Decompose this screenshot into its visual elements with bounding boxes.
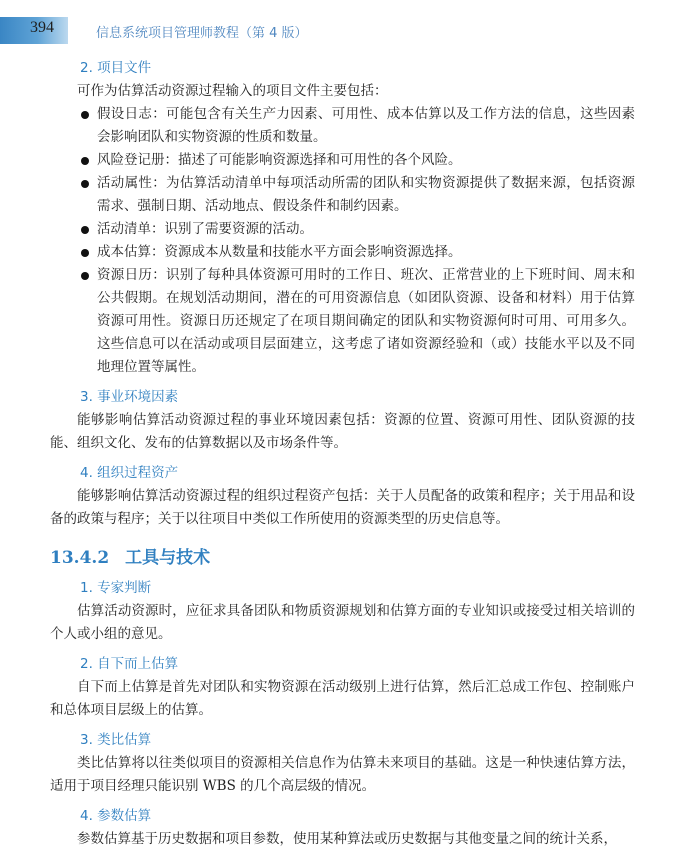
page-header — [0, 0, 690, 46]
bullet-icon — [81, 180, 89, 188]
heading-eef: 3. 事业环境因素 — [80, 389, 179, 405]
page-body — [50, 50, 635, 851]
heading-expert: 1. 专家判断 — [80, 580, 152, 596]
list-item — [50, 103, 635, 149]
bottom-up-text: 自下而上估算是首先对团队和实物资源在活动级别上进行估算，然后汇总成工作包、控制账户和总体项目层级上的估算。 — [50, 679, 635, 718]
list-item-text: 活动清单：识别了需要资源的活动。 — [97, 221, 313, 237]
expert-text: 估算活动资源时，应征求具备团队和物质资源规划和估算方面的专业知识或接受过相关培训的个人或小组的意见。 — [50, 603, 635, 642]
heading-project-docs: 2. 项目文件 — [80, 60, 152, 76]
bullet-icon — [81, 226, 89, 234]
bullet-icon — [81, 111, 89, 119]
analogous-text: 类比估算将以往类似项目的资源相关信息作为估算未来项目的基础。这是一种快速估算方法，适用于项目经理只能识别 WBS 的几个高层级的情况。 — [50, 755, 635, 794]
section-heading-tools — [50, 543, 635, 568]
list-item-text: 假设日志：可能包含有关生产力因素、可用性、成本估算以及工作方法的信息，这些因素会影响团队和实物资源的性质和数量。 — [97, 106, 635, 145]
running-title: 信息系统项目管理师教程（第 4 版） — [96, 26, 308, 41]
list-item-text: 成本估算：资源成本从数量和技能水平方面会影响资源选择。 — [97, 244, 462, 260]
section-number: 13.4.2 — [50, 548, 110, 568]
heading-analogous: 3. 类比估算 — [80, 732, 152, 748]
list-item — [50, 241, 635, 264]
page-number: 394 — [30, 19, 54, 36]
heading-parametric: 4. 参数估算 — [80, 808, 152, 824]
list-item-text: 资源日历：识别了每种具体资源可用时的工作日、班次、正常营业的上下班时间、周末和公共假期。在规划活动期间，潜在的可用资源信息（如团队资源、设备和材料）用于估算资源可用性。资源日历还规定了在项目期间确定的团队和实物资源何时可用、可用多久。这些信息可以在活动或项目层面建立，这考虑了诸如资源经验和（或）技能水平以及不同地理位置等属性。 — [97, 267, 635, 375]
heading-opa: 4. 组织过程资产 — [80, 465, 179, 481]
bullet-icon — [81, 272, 89, 280]
eef-text: 能够影响估算活动资源过程的事业环境因素包括：资源的位置、资源可用性、团队资源的技能、组织文化、发布的估算数据以及市场条件等。 — [50, 412, 635, 451]
list-item — [50, 218, 635, 241]
list-item — [50, 149, 635, 172]
list-item — [50, 172, 635, 218]
list-item — [50, 264, 635, 379]
bullet-icon — [81, 249, 89, 257]
section-title: 工具与技术 — [125, 548, 211, 568]
list-item-text: 活动属性：为估算活动清单中每项活动所需的团队和实物资源提供了数据来源，包括资源需求、强制日期、活动地点、假设条件和制约因素。 — [97, 175, 635, 214]
list-item-text: 风险登记册：描述了可能影响资源选择和可用性的各个风险。 — [97, 152, 462, 168]
bullet-icon — [81, 157, 89, 165]
parametric-text: 参数估算基于历史数据和项目参数，使用某种算法或历史数据与其他变量之间的统计关系， — [77, 831, 617, 847]
heading-bottom-up: 2. 自下而上估算 — [80, 656, 179, 672]
opa-text: 能够影响估算活动资源过程的组织过程资产包括：关于人员配备的政策和程序；关于用品和设备的政策与程序；关于以往项目中类似工作所使用的资源类型的历史信息等。 — [50, 488, 635, 527]
project-docs-intro: 可作为估算活动资源过程输入的项目文件主要包括： — [77, 83, 388, 99]
project-docs-list — [50, 103, 635, 379]
